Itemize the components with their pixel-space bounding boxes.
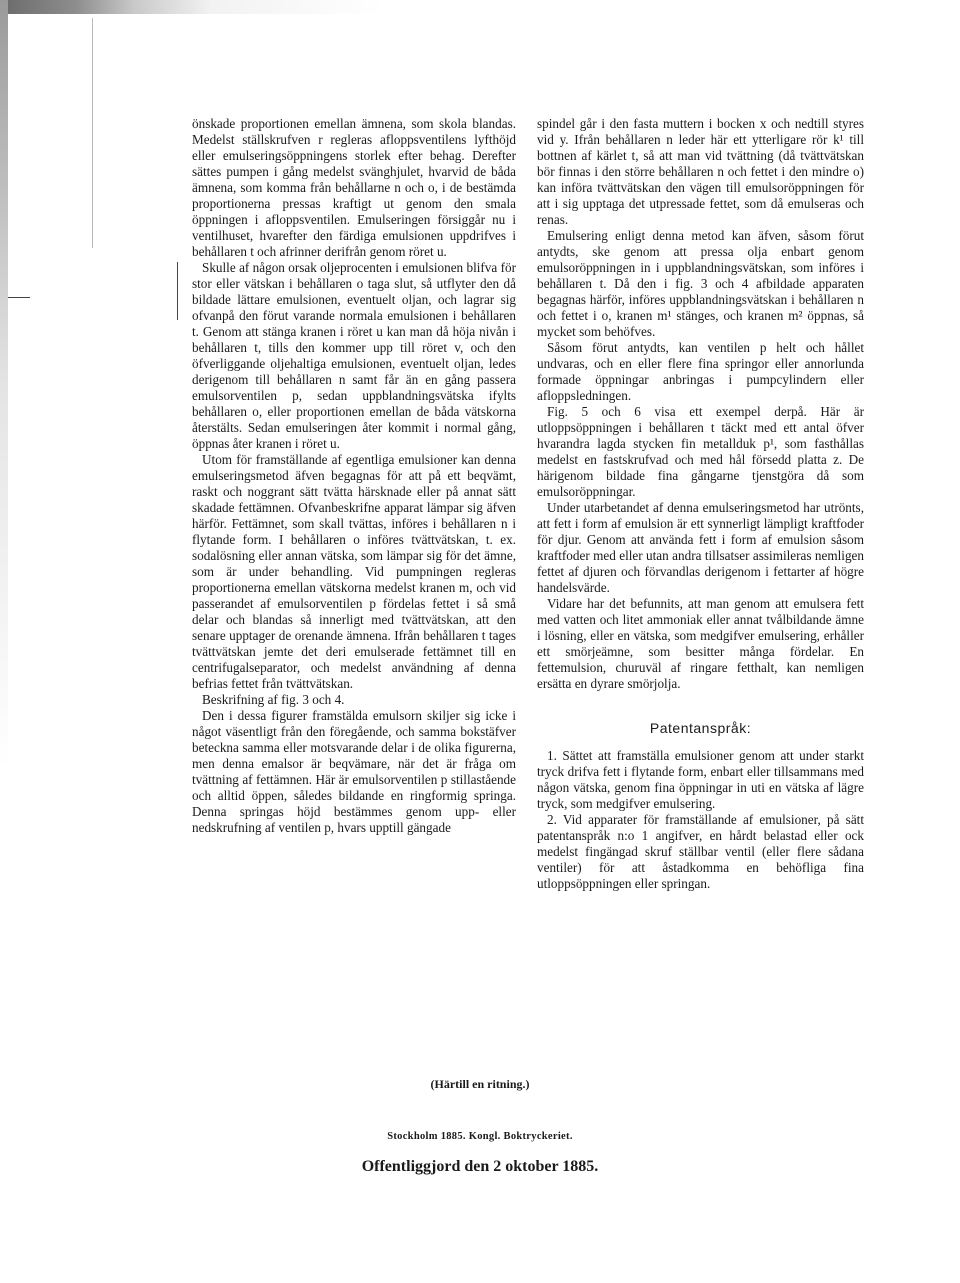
paragraph: Under utarbetandet af denna emulseringsmetod har utrönts, att fett i form af emulsion är ett synnerligt lämpligt kraftfoder för djur. Genom att använda fett i form af emulsion såsom kraftfoder med eller utan andra tillsatser assimileras nemligen fettet af djuren och förvandlas derigenom i fettarter af högre handelsvärde. xyxy=(537,500,864,595)
paragraph: Den i dessa figurer framstälda emulsorn skiljer sig icke i något väsentligt från den föregående, och samma bokstäfver beteckna samma eller motsvarande delar i de olika figurerna, men denna emalsor är beqvämare, när det är fråga om tvättning af fettämnen. Här är emulsorventilen p stillastående och alltid öppen, således bildande en ringformig springa. Denna springas höjd bestämmes genom upp- eller nedskrufning af ventilen p, hvars upptill gängade xyxy=(192,708,516,835)
paragraph: Emulsering enligt denna metod kan äfven, såsom förut antydts, ske genom att pressa olja enbart genom emulsoröppningen in i uppblandningsvätskan, som införes i behållaren t. Då den i fig. 3 och 4 afbildade apparaten begagnas härför, införes uppblandningsvätskan i behållaren n och fettet i o, kranen m¹ stänges, och kranen m² öppnas, så mycket som behöfves. xyxy=(537,228,864,339)
paragraph: Såsom förut antydts, kan ventilen p helt och hållet undvaras, och en eller flere fina springor eller annorlunda formade öppningar anbringas i pumpcylindern eller afloppsledningen. xyxy=(537,340,864,403)
claims-heading: Patentanspråk: xyxy=(649,720,752,736)
scan-edge-shadow xyxy=(0,0,960,14)
paragraph: Skulle af någon orsak oljeprocenten i emulsionen blifva för stor eller vätskan i behållaren o taga slut, så utflyter den då bildade lättare emulsionen, eventuelt oljan, och lagrar sig ofvanpå den förut varande normala emulsionen i behållaren t. Genom att stänga kranen i röret u kan man då höja nivån i behållaren t, tills den kommer upp till röret v, och den öfverliggande oljehaltiga emulsionen, eventuelt oljan, ledes derigenom till behållaren n samt får än en gång passera emulsorventilen p, sedan uppblandningsvätska ifylts behållaren o, eller proportionen emellan de båda vätskorna återstälts. Sedan emulseringen åter kommit i normal gång, öppnas åter kranen i röret u. xyxy=(192,260,516,451)
claim-2: 2. Vid apparater för framställande af emulsioner, på sätt patentanspråk n:o 1 angifver, en hårdt belastad eller ock medelst fingängad skruf ställbar ventil (eller flere sådana ventiler) för att åstadkomma en behöfliga fina utloppsöppningen eller springan. xyxy=(537,812,864,891)
claim-1: 1. Sättet att framställa emulsioner genom att under starkt tryck drifva fett i flytande form, enbart eller tillsammans med någon vätska, genom fina öppningar in uti en vätska af lägre tryck, som medgifver emulsering. xyxy=(537,748,864,811)
right-column xyxy=(537,116,864,892)
scan-fold-line xyxy=(92,18,93,248)
paragraph: spindel går i den fasta muttern i bocken x och nedtill styres vid y. Ifrån behållaren n leder här ett ytterligare rör k¹ till bottnen af kärlet t, så att man vid tvättning (då tvättvätskan bör finnas i den större behållaren n och fettet i den mindre o) kan införa tvättvätskan den vägen till emulsoröppningen för att i sig upptaga det utpressade fettet, som då emulseras och renas. xyxy=(537,116,864,227)
left-column xyxy=(192,116,516,836)
paragraph: Fig. 5 och 6 visa ett exempel derpå. Här är utloppsöppningen i behållaren t täckt med ett antal öfver hvarandra lagda stycken fin metallduk p¹, som fasthållas medelst en fastskrufvad och med hål försedd platta z. De härigenom bildade fina gångarne tjenstgöra då som emulsoröppningar. xyxy=(537,404,864,499)
section-heading: Beskrifning af fig. 3 och 4. xyxy=(202,692,345,707)
publication-date: Offentliggjord den 2 oktober 1885. xyxy=(361,1158,599,1175)
printer-imprint: Stockholm 1885. Kongl. Boktryckeriet. xyxy=(387,1131,573,1142)
continuation-note: (Härtill en ritning.) xyxy=(430,1077,530,1091)
margin-bracket xyxy=(177,262,178,320)
paragraph: Utom för framställande af egentliga emulsioner kan denna emulseringsmetod äfven begagnas för att på ett beqvämt, raskt och noggrant sätt tvätta härsknade eller på annat sätt skadade fettämnen. Ofvanbeskrifne apparat lämpar sig äfven härför. Fettämnet, som skall tvättas, införes i behållaren n i flytande form. I behållaren o införes tvättvätskan, t. ex. sodalösning eller annan vätska, som lämpar sig för det ämne, som är under behandling. Vid pumpningen regleras proportionerna emellan vätskorna medelst kranen m, och vid passerandet af emulsorventilen p fördelas fettet i så små delar och blandas så innerligt med tvättvätskan, att den senare upptager de orenande ämnena. Ifrån behållaren t tages tvättvätskan jemte det deri emulserade fettämnet till en centrifugalseparator, och medelst användning af denna befrias fettet från tvättvätskan. xyxy=(192,452,516,691)
paragraph: Vidare har det befunnits, att man genom att emulsera fett med vatten och litet ammoniak eller annat tvålbildande ämne i lösning, eller en vätska, som medgifver emulsering, erhåller ett smörjeämne, som besitter många fördelar. En fettemulsion, churuväl af ringare fetthalt, kan nemligen ersätta en dyrare smörjolja. xyxy=(537,596,864,691)
paragraph: önskade proportionen emellan ämnena, som skola blandas. Medelst ställskrufven r regleras afloppsventilens lyfthöjd eller emulseringsöppningens storlek efter behag. Derefter sättes pumpen i gång medelst svänghjulet, hvarvid de båda ämnena, som komma från behållarne n och o, i de bestämda proportionerna pressas kraftigt ut genom den smala öppningen i afloppsventilen. Emulseringen försiggår nu i ventilhuset, hvarefter den färdiga emulsionen uppdrifves i behållaren t och afrinner derifrån genom röret u. xyxy=(192,116,516,259)
margin-dash xyxy=(8,297,30,298)
